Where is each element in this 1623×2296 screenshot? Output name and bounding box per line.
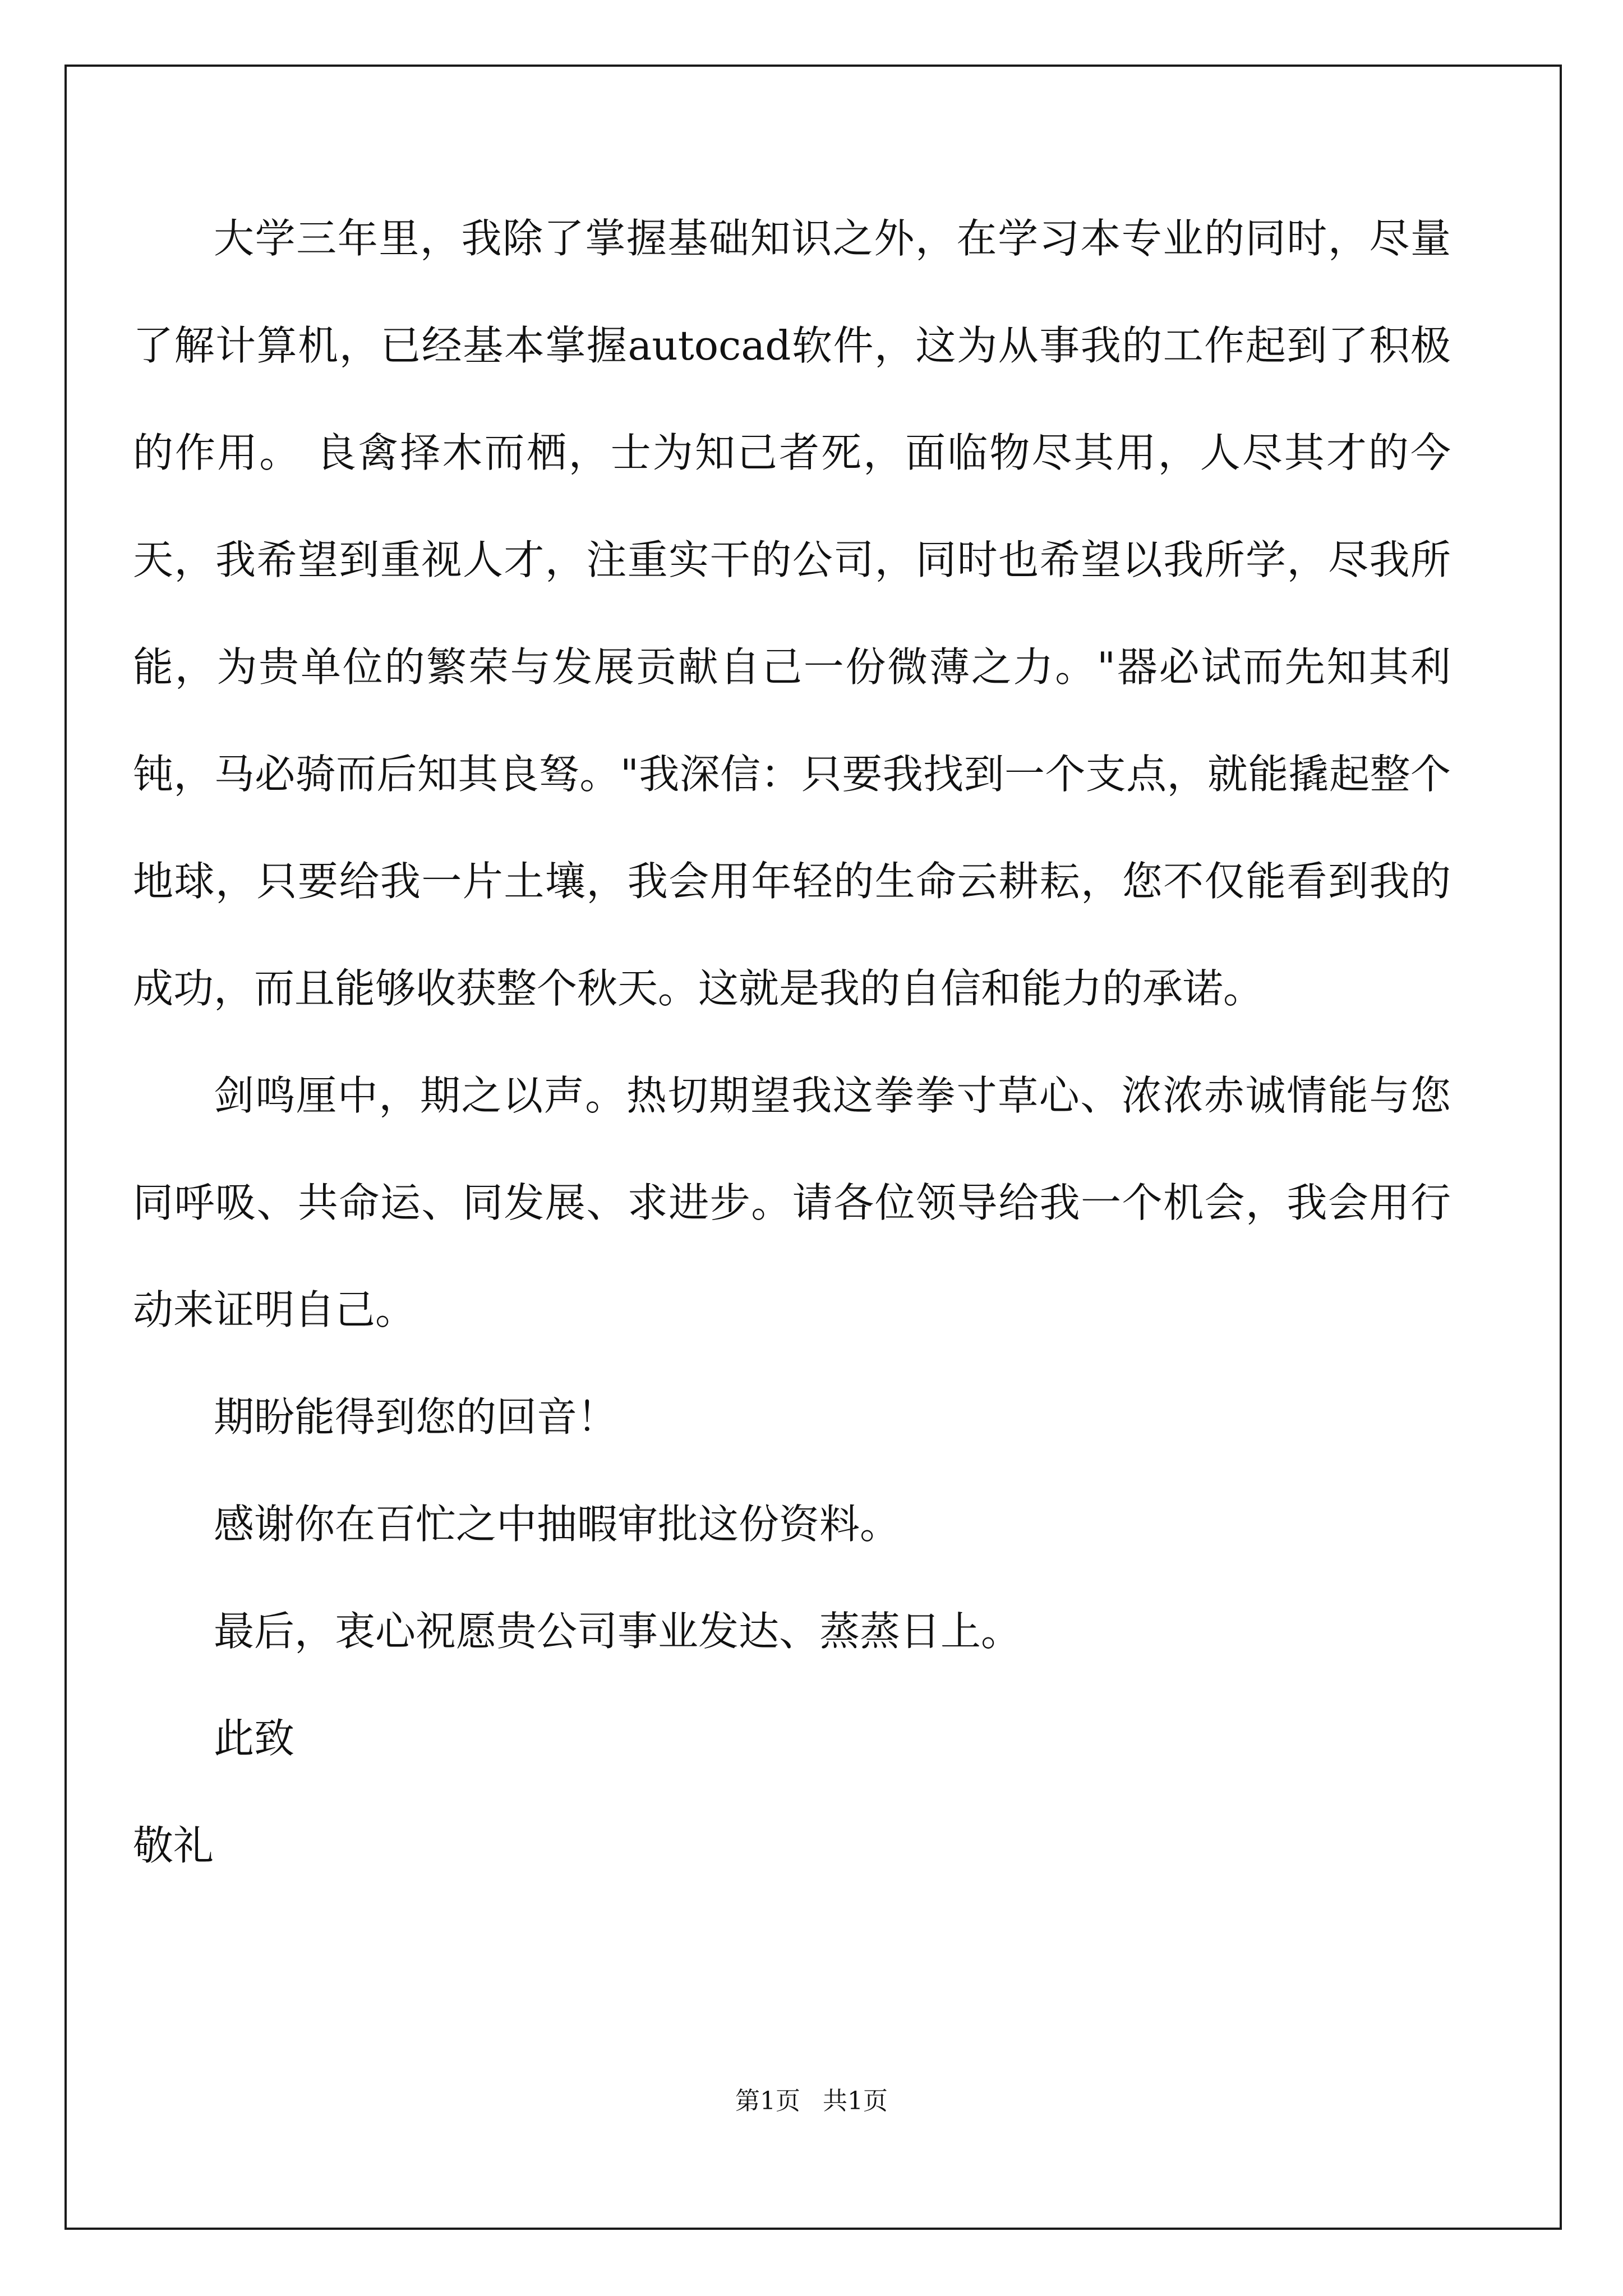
closing-phrase: 此致	[214, 1715, 295, 1762]
page-footer	[0, 2085, 1623, 2118]
page-total: 共1页	[823, 2087, 888, 2115]
paragraph-2: 剑鸣厘中，期之以声。热切期望我这拳拳寸草心、浓浓赤诚情能与您同呼吸、共命运、同发展、求进步。请各位领导给我一个机会，我会用行动来证明自己。	[133, 1072, 1451, 1333]
paragraph-1: 大学三年里，我除了掌握基础知识之外，在学习本专业的同时，尽量了解计算机，已经基本掌握autocad软件，这为从事我的工作起到了积极的作用。 良禽择木而栖，士为知己者死，面临物尽其用，人尽其才的今天，我希望到重视人才，注重实干的公司，同时也希望以我所学，尽我所能，为贵单位的繁荣与发展贡献自己一份微薄之力。"器必试而先知其利钝，马必骑而后知其良驽。"我深信：只要我找到一个支点，就能撬起整个地球，只要给我一片土壤，我会用年轻的生命云耕耘，您不仅能看到我的成功，而且能够收获整个秋天。这就是我的自信和能力的承诺。	[133, 215, 1451, 1012]
letter-body	[133, 185, 1451, 1899]
page-number: 第1页	[735, 2087, 800, 2115]
paragraph-3: 期盼能得到您的回音！	[214, 1393, 618, 1441]
salutation: 敬礼	[133, 1822, 214, 1869]
paragraph-5: 最后，衷心祝愿贵公司事业发达、蒸蒸日上。	[214, 1608, 1022, 1655]
paragraph-4: 感谢你在百忙之中抽暇审批这份资料。	[214, 1501, 901, 1548]
